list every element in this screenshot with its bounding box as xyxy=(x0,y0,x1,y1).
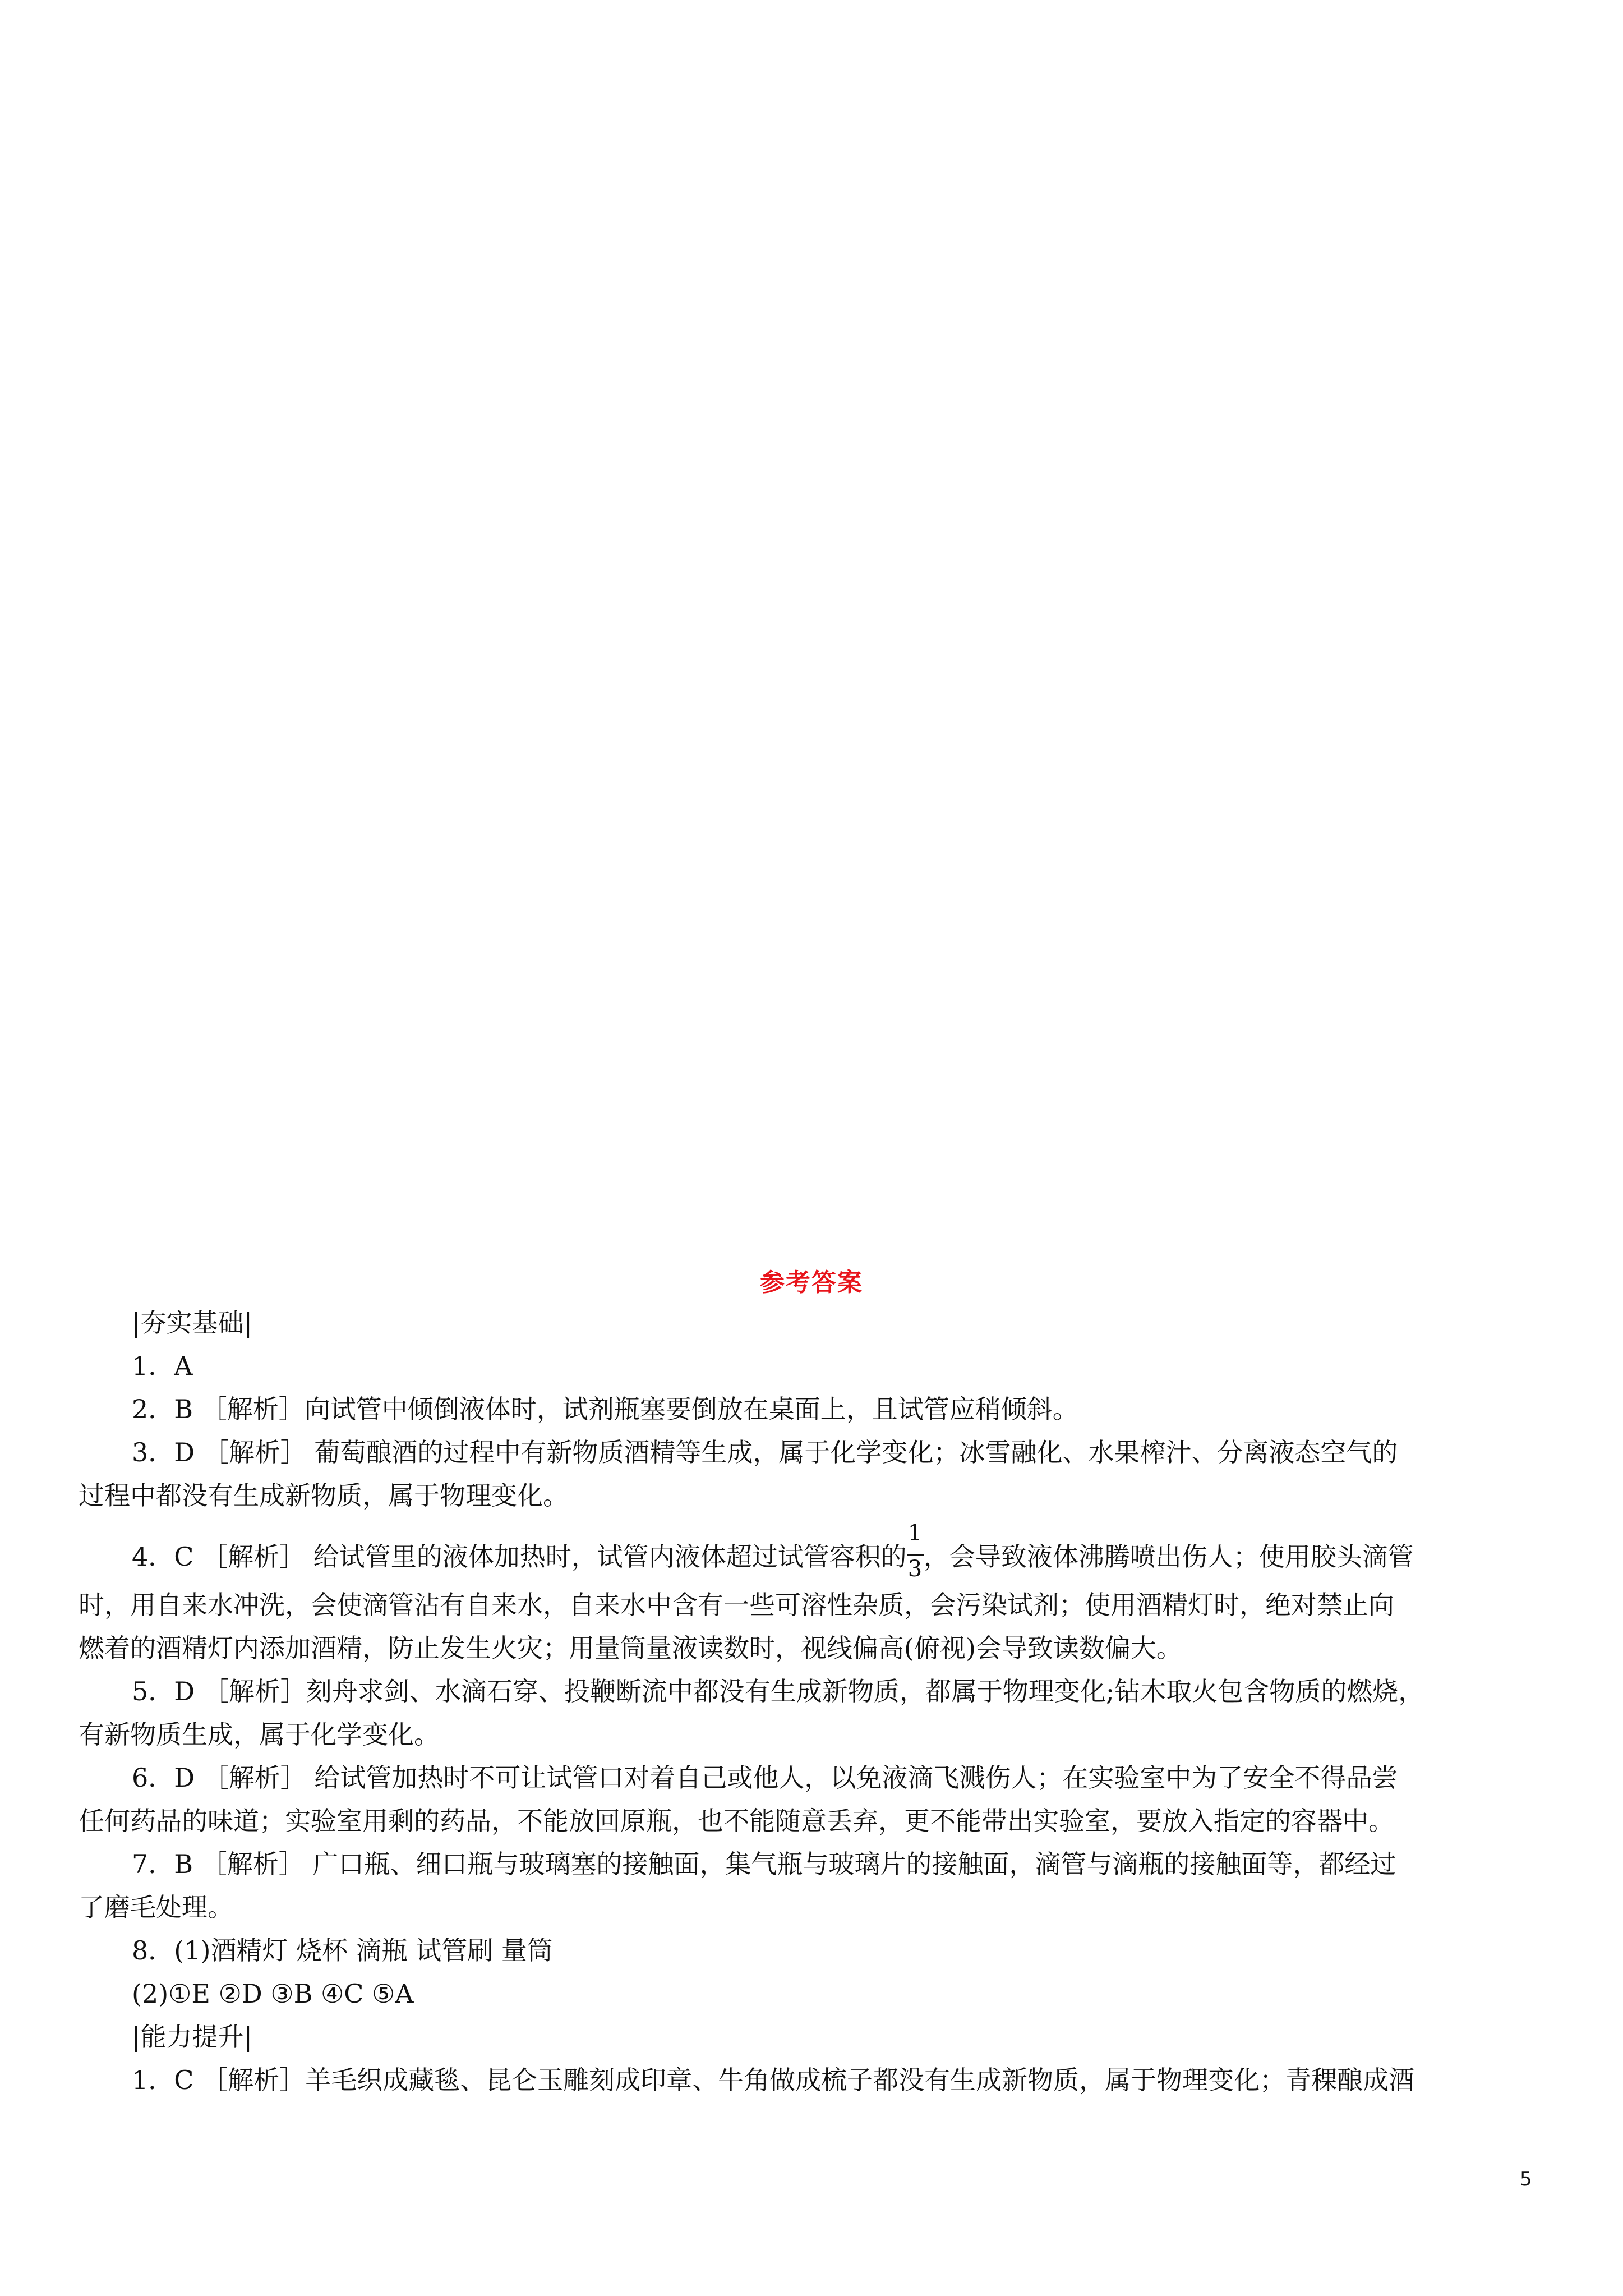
fraction-one-third xyxy=(907,1520,924,1582)
answer-7-line-1: 7．B ［解析］ 广口瓶、细口瓶与玻璃塞的接触面，集气瓶与玻璃片的接触面，滴管与滴瓶的接触面等，都经过 xyxy=(132,1849,1396,1879)
answer-6-line-2: 任何药品的味道；实验室用剩的药品，不能放回原瓶，也不能随意丢弃，更不能带出实验室，要放入指定的容器中。 xyxy=(79,1806,1394,1836)
answer-4-text-post: ，会导致液体沸腾喷出伤人；使用胶头滴管 xyxy=(923,1542,1414,1572)
fraction-denominator: 3 xyxy=(907,1556,923,1582)
answer-6-line-1: 6．D ［解析］ 给试管加热时不可让试管口对着自己或他人，以免液滴飞溅伤人；在实验室中为了安全不得品尝 xyxy=(132,1763,1398,1793)
fraction-numerator: 1 xyxy=(907,1520,923,1546)
answer-4-line-2: 时，用自来水冲洗，会使滴管沾有自来水，自来水中含有一些可溶性杂质，会污染试剂；使用酒精灯时，绝对禁止向 xyxy=(79,1590,1394,1620)
answer-8-line-1: 8．(1)酒精灯 烧杯 滴瓶 试管刷 量筒 xyxy=(132,1935,553,1966)
section-heading-improvement: |能力提升| xyxy=(132,2022,252,2052)
answer-title: 参考答案 xyxy=(760,1268,863,1297)
answer-3-line-1: 3．D ［解析］ 葡萄酿酒的过程中有新物质酒精等生成，属于化学变化；冰雪融化、水果榨汁、分离液态空气的 xyxy=(132,1437,1398,1467)
section-heading-basics: |夯实基础| xyxy=(132,1308,252,1338)
answer-4-text-pre: 4．C ［解析］ 给试管里的液体加热时，试管内液体超过试管容积的 xyxy=(132,1542,907,1572)
improvement-answer-1-line-1: 1．C ［解析］羊毛织成藏毯、昆仑玉雕刻成印章、牛角做成梳子都没有生成新物质，属于物理变化；青稞酿成酒 xyxy=(132,2065,1415,2095)
answer-5-line-2: 有新物质生成，属于化学变化。 xyxy=(79,1719,440,1750)
answer-2: 2．B ［解析］向试管中倾倒液体时，试剂瓶塞要倒放在桌面上，且试管应稍倾斜。 xyxy=(132,1394,1078,1424)
answer-8-line-2: (2)①E ②D ③B ④C ⑤A xyxy=(132,1978,414,2009)
answer-1: 1．A xyxy=(132,1351,193,1381)
answer-4-line-3: 燃着的酒精灯内添加酒精，防止发生火灾；用量筒量液读数时，视线偏高(俯视)会导致读数偏大。 xyxy=(79,1633,1182,1663)
answer-7-line-2: 了磨毛处理。 xyxy=(79,1892,233,1922)
answer-3-line-2: 过程中都没有生成新物质，属于物理变化。 xyxy=(79,1480,569,1511)
answer-5-line-1: 5．D ［解析］刻舟求剑、水滴石穿、投鞭断流中都没有生成新物质，都属于物理变化;钻木取火包含物质的燃烧， xyxy=(132,1676,1424,1706)
answer-4-line-1 xyxy=(132,1520,1559,1582)
page-number: 5 xyxy=(1520,2168,1532,2191)
